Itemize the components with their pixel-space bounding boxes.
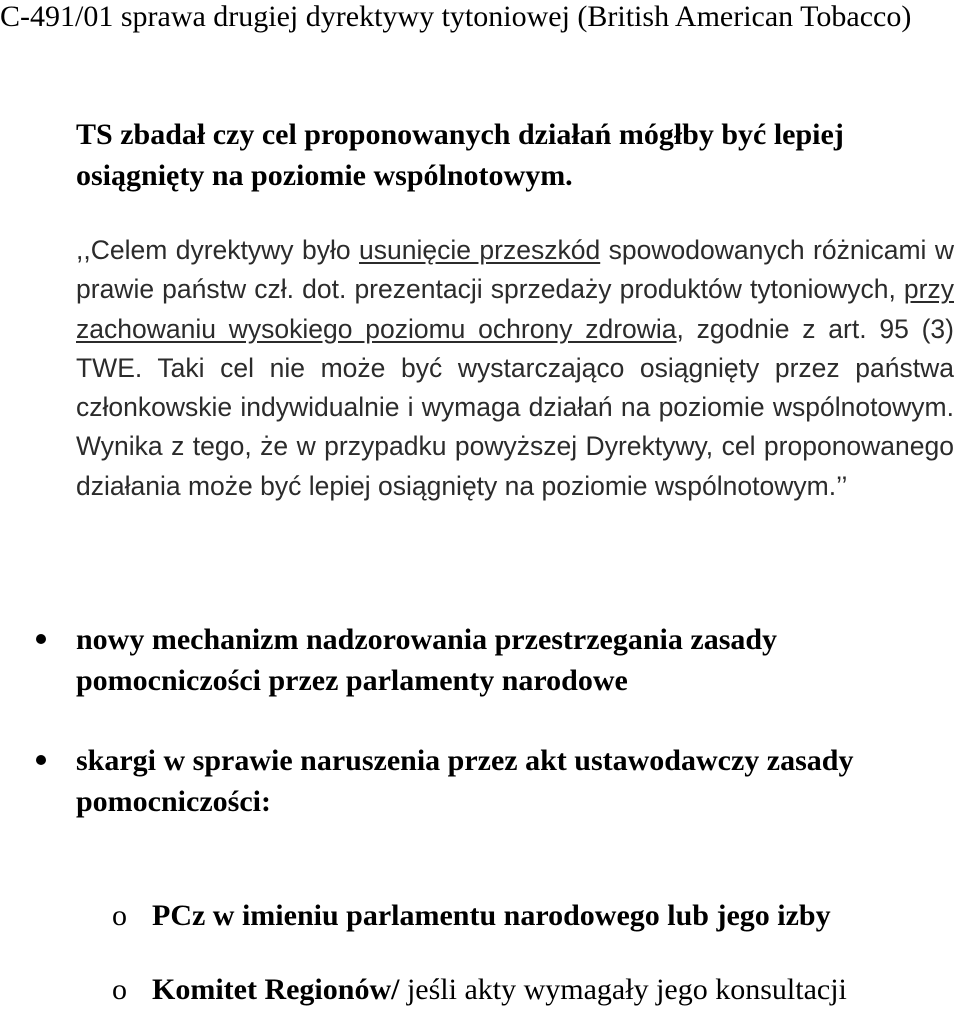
quote-block — [76, 231, 954, 506]
sub-bullet-bold-text: Komitet Regionów/ — [152, 973, 400, 1006]
intro-statement: TS zbadał czy cel proponowanych działań mógłby być lepiej osiągnięty na poziomie wspólnotowym. — [76, 118, 844, 192]
sub-bullet-bold-text: PCz w imieniu parlamentu narodowego lub jego izby — [152, 899, 831, 932]
bullet-item-text: skargi w sprawie naruszenia przez akt ustawodawczy zasady pomocniczości: — [76, 744, 854, 818]
sub-bullet-item-1 — [112, 895, 952, 936]
sub-bullet-normal-text: jeśli akty wymagały jego konsultacji — [399, 973, 847, 1006]
bullet-dot-icon — [36, 755, 46, 765]
quote-text-part-3: , zgodnie z art. 95 (3) TWE. Taki cel nie może być wystarczająco osiągnięty przez państwa członkowskie indywidualnie i wymaga działań na poziomie wspólnotowym. Wynika z tego, że w przypadku powyższej Dyrektywy, cel proponowanego działania może być lepiej osiągnięty na poziomie wspólnotowym.’’ — [76, 313, 954, 501]
quote-underlined-text-1: usunięcie przeszkód — [359, 235, 601, 265]
quote-text-part-1: ,,Celem dyrektywy było — [76, 235, 360, 265]
quote-text-part-2: spowodowanych różnicami w prawie państw czł. dot. prezentacji sprzedaży produktów tytoniowych, — [76, 235, 954, 305]
bullet-item-2 — [36, 740, 956, 822]
sub-bullet-item-2 — [112, 969, 952, 1010]
bullet-item-text: nowy mechanizm nadzorowania przestrzegania zasady pomocniczości przez parlamenty narodowe — [76, 623, 778, 697]
bullet-dot-icon — [36, 634, 46, 644]
case-heading: C-491/01 sprawa drugiej dyrektywy tytoniowej (British American Tobacco) — [0, 0, 912, 33]
quote-underlined-text-2: przy zachowaniu wysokiego poziomu ochrony zdrowia — [76, 274, 954, 344]
sub-bullet-text — [152, 969, 952, 1010]
sub-bullet-marker-icon: o — [112, 973, 127, 1006]
bullet-item-1 — [36, 619, 956, 701]
sub-bullet-text — [152, 895, 952, 936]
sub-bullet-marker-icon: o — [112, 899, 127, 932]
